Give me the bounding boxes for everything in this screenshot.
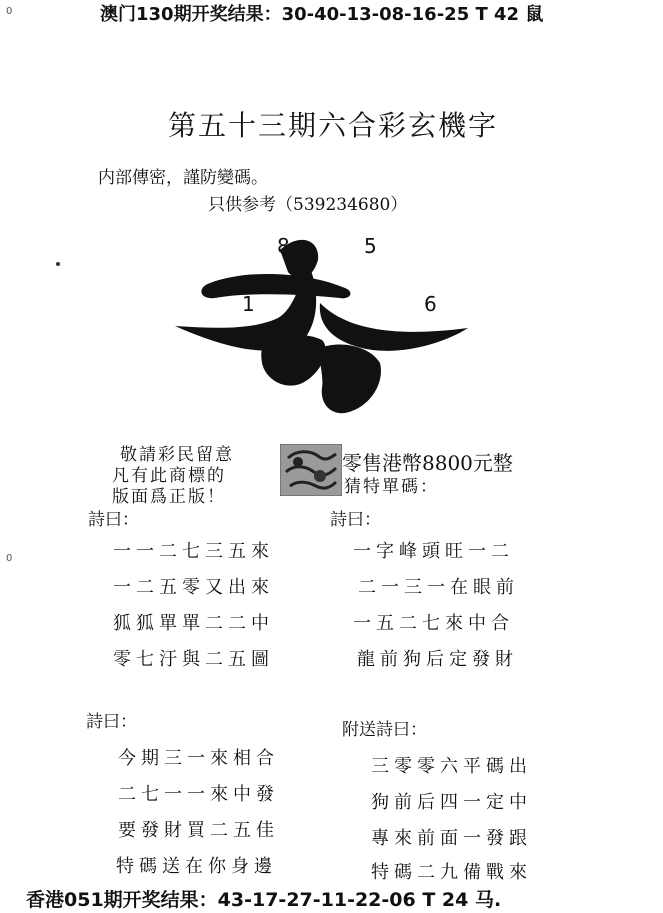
ink-speck <box>56 262 60 266</box>
big-char-number: 8 <box>277 234 290 258</box>
poem-line: 特碼二九備戰來 <box>371 862 532 883</box>
poem-line: 一二五零又出來 <box>113 577 274 598</box>
notice-line: 内部傳密，謹防變碼。 <box>98 168 268 188</box>
poem-line: 特碼送在你身邊 <box>116 856 277 877</box>
poem-line: 今期三一來相合 <box>118 748 279 769</box>
poem-line: 三零零六平碼出 <box>371 756 532 777</box>
poem-line: 狐狐單單二二中 <box>113 613 274 634</box>
poem-line: 一字峰頭旺一二 <box>353 541 514 562</box>
poem-line: 零七汙與二五圖 <box>113 649 274 670</box>
poem-heading: 附送詩曰： <box>342 720 427 740</box>
top-result-banner: 澳门130期开奖结果：30-40-13-08-16-25 T 42 鼠 <box>100 4 544 25</box>
poem-line: 要發財買二五佳 <box>118 820 279 841</box>
margin-mark: 0 <box>6 6 13 17</box>
poem-line: 一一二七三五來 <box>113 541 274 562</box>
poem-line: 狗前后四一定中 <box>371 792 532 813</box>
big-char-number: 1 <box>242 292 255 316</box>
bottom-result-banner: 香港051期开奖结果：43-17-27-11-22-06 T 24 马. <box>26 889 502 911</box>
authenticity-line: 版面爲正版！ <box>112 487 226 507</box>
poem-line: 二七一一來中發 <box>118 784 279 805</box>
poem-heading: 詩曰： <box>330 510 381 530</box>
price-line: 猜特單碼： <box>344 477 439 497</box>
trademark-logo <box>280 444 342 496</box>
poem-heading: 詩曰： <box>86 712 137 732</box>
poem-line: 二一三一在眼前 <box>358 577 519 598</box>
poem-line: 龍前狗后定發財 <box>357 649 518 670</box>
poem-line: 一五二七來中合 <box>353 613 514 634</box>
big-character-graphic <box>170 228 475 418</box>
page-title: 第五十三期六合彩玄機字 <box>168 109 499 142</box>
authenticity-line: 敬請彩民留意 <box>120 445 234 465</box>
notice-line: 只供参考（539234680） <box>208 195 408 215</box>
margin-mark: 0 <box>6 553 13 564</box>
poem-heading: 詩曰： <box>88 510 139 530</box>
price-line: 零售港幣8800元整 <box>342 451 513 475</box>
big-char-number: 5 <box>364 234 377 258</box>
poem-line: 專來前面一發跟 <box>371 828 532 849</box>
big-char-number: 6 <box>424 292 437 316</box>
authenticity-line: 凡有此商標的 <box>112 466 226 486</box>
